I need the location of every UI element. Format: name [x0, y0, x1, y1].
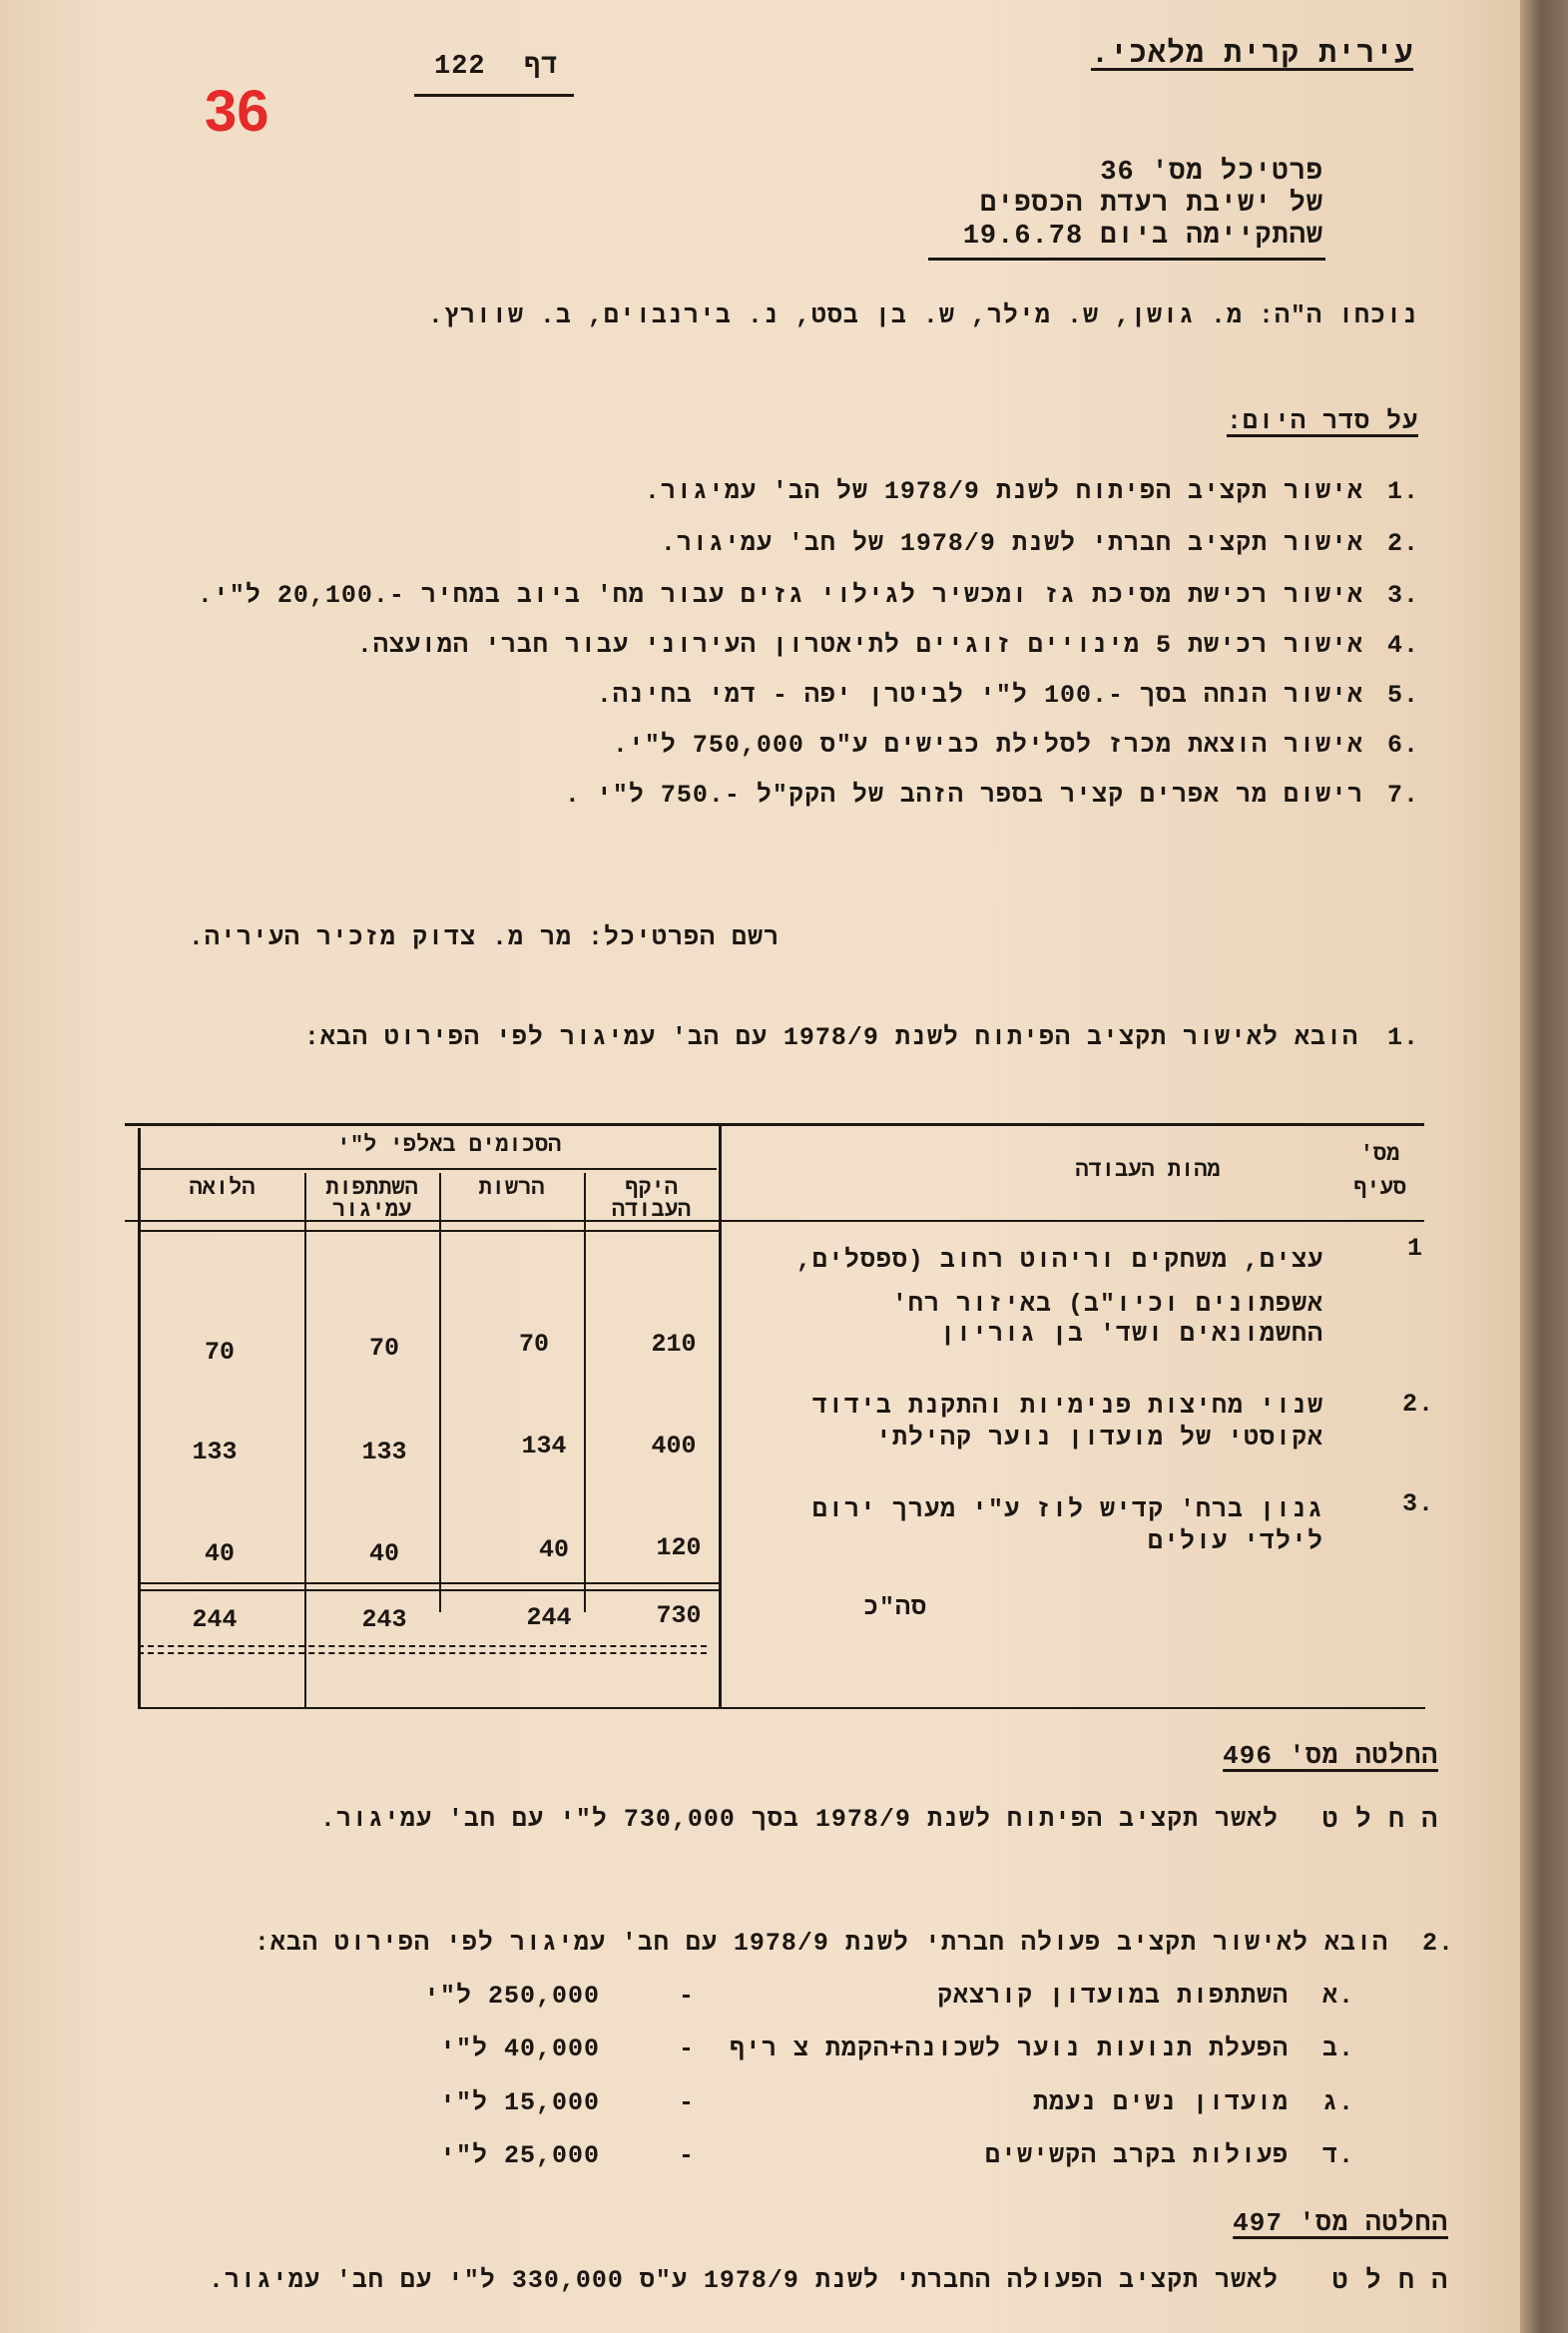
page-label: דף	[524, 52, 559, 82]
agenda-item-number: 1.	[1387, 477, 1420, 506]
list-item-amount: 250,000 ל"י	[423, 1982, 600, 2011]
agenda-item: רישום מר אפרים קציר בספר הזהב של הקק"ל -.750 ל"י .	[564, 781, 1363, 810]
table-row-work: שנוי מחיצות פנימיות והתקנת בידוד	[811, 1392, 1323, 1421]
table-cell-loan: 40	[204, 1539, 235, 1568]
table-total-amigur: 243	[361, 1605, 407, 1634]
table-row-number: 1	[1407, 1234, 1424, 1263]
table-total-scope: 730	[656, 1601, 702, 1630]
column-header-work: מהות העבודה	[1075, 1158, 1221, 1183]
recorder-line: רשם הפרטיכל: מר מ. צדוק מזכיר העיריה.	[188, 923, 780, 952]
list-item-amount: 25,000 ל"י	[439, 2141, 600, 2170]
list-item-text: מועדון נשים נעמת	[1032, 2088, 1289, 2117]
agenda-item: אישור הנחה בסך -.100 ל"י לביטרן יפה - דמי בחינה.	[596, 681, 1363, 710]
table-cell-amigur: 133	[361, 1438, 407, 1466]
decision-text: לאשר תקציב הפעולה החברתי לשנת 1978/9 ע"ס 330,000 ל"י עם חב' עמיגור.	[208, 2266, 1279, 2295]
table-row-number: 2.	[1402, 1390, 1435, 1419]
table-rule	[138, 1230, 722, 1232]
agenda-item-number: 2.	[1387, 529, 1420, 558]
list-item-amount: 15,000 ל"י	[439, 2088, 600, 2117]
table-cell-scope: 120	[656, 1533, 702, 1562]
agenda-item-number: 4.	[1387, 631, 1420, 660]
municipality-title: עירית קרית מלאכי.	[1090, 38, 1413, 72]
agenda-item-number: 7.	[1387, 781, 1420, 810]
agenda-item: אישור הוצאת מכרז לסלילת כבישים ע"ס 750,000 ל"י.	[612, 731, 1363, 760]
list-item-letter: א.	[1322, 1982, 1355, 2011]
table-total-authority: 244	[526, 1603, 572, 1632]
table-column-line	[304, 1173, 306, 1709]
table-row-work: החשמונאים ושד' בן גוריון	[939, 1320, 1323, 1349]
archive-number: 36	[205, 79, 269, 144]
column-header-amigur: השתתפות עמיגור	[325, 1176, 418, 1223]
table-column-line	[138, 1128, 141, 1709]
agenda-item: אישור רכישת מסיכת גז ומכשיר לגילוי גזים עבור מח' ביוב במחיר -.20,100 ל"י.	[197, 581, 1363, 610]
table-rule	[125, 1123, 1424, 1126]
table-row-work: גנון ברח' קדיש לוז ע"י מערך ירום	[811, 1495, 1323, 1524]
section-number: 1.	[1387, 1023, 1420, 1052]
decision-label: החלטה מס' 496	[1223, 1741, 1438, 1771]
table-cell-loan: 70	[204, 1338, 235, 1367]
section-intro: הובא לאישור תקציב הפיתוח לשנת 1978/9 עם הב' עמיגור לפי הפירוט הבא:	[303, 1023, 1358, 1052]
table-row-work: עצים, משחקים וריהוט רחוב (ספסלים,	[795, 1246, 1323, 1275]
agenda-item-number: 6.	[1387, 731, 1420, 760]
book-spine	[1520, 0, 1568, 2333]
decision-word: ה ח ל ט	[1331, 2266, 1448, 2296]
list-item-letter: ג.	[1322, 2088, 1355, 2117]
list-item-text: השתתפות במועדון קורצאק	[936, 1982, 1289, 2011]
column-header-clause: מס' סעיף	[1353, 1142, 1406, 1201]
table-cell-authority: 134	[521, 1432, 567, 1460]
section-intro: הובא לאישור תקציב פעולה חברתי לשנת 1978/9 עם חב' עמיגור לפי הפירוט הבא:	[254, 1929, 1388, 1958]
agenda-item: אישור רכישת 5 מינויים זוגיים לתיאטרון העירוני עבור חברי המועצה.	[356, 631, 1363, 660]
list-item-dash: -	[679, 2088, 696, 2117]
table-cell-amigur: 70	[368, 1334, 399, 1363]
column-group-header: הסכומים באלפי ל"י	[336, 1133, 562, 1158]
protocol-line-1: פרטיכל מס' 36	[1100, 158, 1323, 188]
table-cell-scope: 210	[651, 1330, 697, 1359]
table-rule	[138, 1707, 1425, 1709]
column-header-authority: הרשות	[478, 1176, 545, 1201]
table-rule	[138, 1168, 717, 1170]
table-row-number: 3.	[1402, 1489, 1435, 1518]
protocol-line-2: של ישיבת רעדת הכספים	[979, 190, 1323, 220]
list-item-text: הפעלת תנועות נוער לשכונה+הקמת צ ריף	[729, 2035, 1289, 2063]
table-rule	[138, 1589, 722, 1591]
list-item-dash: -	[679, 2035, 696, 2063]
decision-text: לאשר תקציב הפיתוח לשנת 1978/9 בסך 730,000 ל"י עם חב' עמיגור.	[319, 1805, 1279, 1834]
table-cell-amigur: 40	[368, 1539, 399, 1568]
decision-word: ה ח ל ט	[1321, 1805, 1438, 1835]
agenda-item: אישור תקציב הפיתוח לשנת 1978/9 של הב' עמיגור.	[644, 477, 1363, 506]
page-number: 122	[434, 52, 486, 82]
page-underline	[414, 94, 574, 97]
agenda-item-number: 5.	[1387, 681, 1420, 710]
table-cell-scope: 400	[651, 1432, 697, 1460]
protocol-underline	[928, 258, 1325, 261]
protocol-line-3: שהתקיימה ביום 19.6.78	[962, 222, 1323, 252]
agenda-item: אישור תקציב חברתי לשנת 1978/9 של חב' עמיגור.	[660, 529, 1363, 558]
table-column-line	[439, 1173, 441, 1612]
column-header-loan: הלואה	[189, 1176, 256, 1201]
decision-label: החלטה מס' 497	[1233, 2208, 1448, 2238]
table-cell-authority: 70	[518, 1330, 549, 1359]
table-cell-authority: 40	[538, 1535, 569, 1564]
agenda-title: על סדר היום:	[1226, 407, 1418, 436]
table-total-label: סה"כ	[862, 1593, 927, 1622]
agenda-item-number: 3.	[1387, 581, 1420, 610]
table-cell-loan: 133	[192, 1438, 238, 1466]
table-row-work: אשפתונים וכיו"ב) באיזור רח'	[891, 1290, 1323, 1319]
list-item-dash: -	[679, 2141, 696, 2170]
section-number: 2.	[1422, 1929, 1455, 1958]
list-item-letter: ב.	[1322, 2035, 1355, 2063]
table-rule	[138, 1652, 707, 1654]
table-row-work: אקוסטי של מועדון נוער קהילתי	[875, 1424, 1323, 1453]
table-rule	[138, 1582, 722, 1584]
table-row-work: לילדי עולים	[1147, 1527, 1323, 1556]
list-item-text: פעולות בקרב הקשישים	[984, 2141, 1289, 2170]
list-item-amount: 40,000 ל"י	[439, 2035, 600, 2063]
list-item-dash: -	[679, 1982, 696, 2011]
list-item-letter: ד.	[1322, 2141, 1355, 2170]
column-header-scope: היקף העבודה	[611, 1176, 692, 1223]
table-total-loan: 244	[192, 1605, 238, 1634]
table-rule	[138, 1645, 707, 1647]
present-line: נוכחו ה"ה: מ. גושן, ש. מילר, ש. בן בסט, נ. בירנבוים, ב. שוורץ.	[427, 301, 1418, 330]
